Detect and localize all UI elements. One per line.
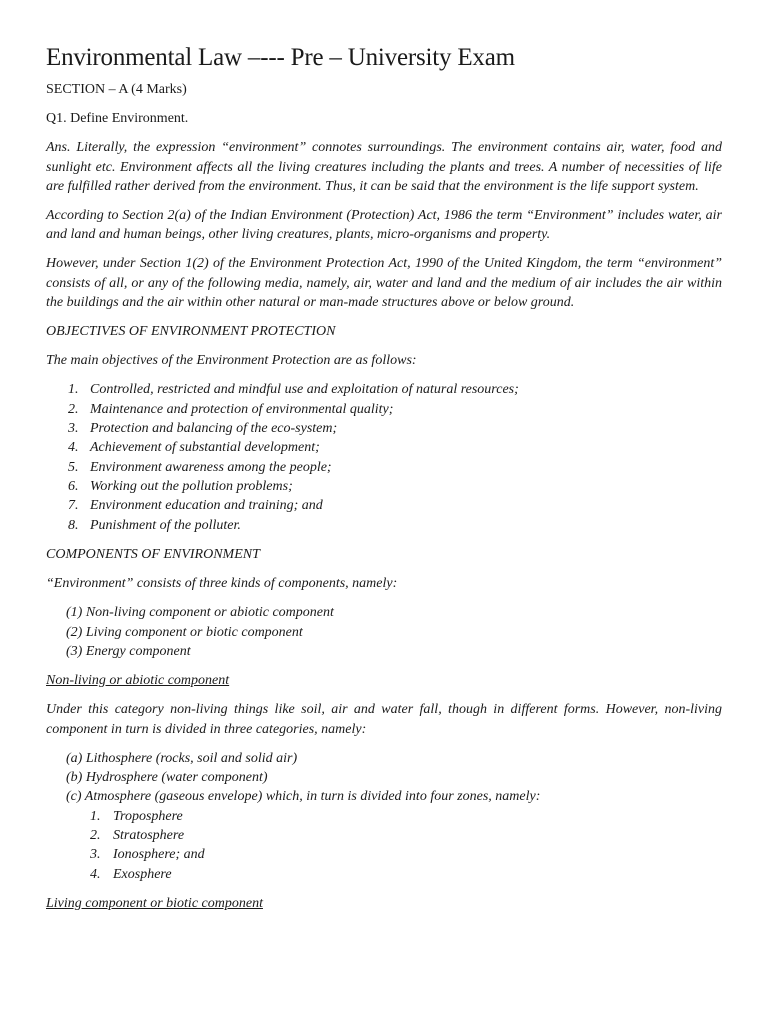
objectives-heading: OBJECTIVES OF ENVIRONMENT PROTECTION [46,324,336,340]
abiotic-text: Under this category non-living things like soil, air and water fall, though in different forms. However, non-living component in turn is divided in three categories, namely: [46,702,722,737]
components-heading: COMPONENTS OF ENVIRONMENT [46,546,260,562]
list-item: 7. Environment education and training; and [68,498,323,514]
list-item: 1. Controlled, restricted and mindful use and exploitation of natural resources; [68,382,519,398]
answer-paragraph: Ans. Literally, the expression “environment” connotes surroundings. The environment contains air, water, food and sunlight etc. Environment affects all the living creatures including the plants and trees. A number of necessities of life are fulfilled rather derived from the environment. Thus, it can be said that the environment is the life support system. [46,140,722,194]
objectives-intro: The main objectives of the Environment Protection are as follows: [46,353,417,369]
list-item: 4. Exosphere [90,866,172,882]
section-heading: SECTION – A (4 Marks) [46,82,187,97]
list-item: (a) Lithosphere (rocks, soil and solid air) [66,750,298,766]
list-item: 8. Punishment of the polluter. [68,517,241,533]
list-item: 1. Troposphere [90,808,183,824]
biotic-heading: Living component or biotic component [46,895,263,911]
answer-paragraph: According to Section 2(a) of the Indian Environment (Protection) Act, 1986 the term “Environment” includes water, air and land and human beings, other living creatures, plants, micro-organisms and property. [46,208,722,243]
list-item: (3) Energy component [66,643,191,659]
abiotic-list [46,749,722,807]
list-item: 2. Maintenance and protection of environmental quality; [68,401,394,417]
list-item: (2) Living component or biotic component [66,624,303,640]
answer-paragraph: However, under Section 1(2) of the Environment Protection Act, 1990 of the United Kingdom, the term “environment” consists of all, or any of the following media, namely, air, water and land and the medium of air includes the air within the buildings and the air within other natural or man-made structures above or below ground. [46,256,722,310]
list-item: (c) Atmosphere (gaseous envelope) which, in turn is divided into four zones, namely: [66,789,541,805]
list-item: 2. Stratosphere [90,827,185,843]
question: Q1. Define Environment. [46,111,189,127]
document-title: Environmental Law –--- Pre – University Exam [46,44,515,71]
list-item: 4. Achievement of substantial development; [68,440,320,456]
components-intro: “Environment” consists of three kinds of components, namely: [46,576,398,592]
objectives-list [46,380,722,534]
list-item: 6. Working out the pollution problems; [68,478,293,494]
list-item: 3. Protection and balancing of the eco-system; [68,421,338,437]
abiotic-heading: Non-living or abiotic component [46,673,230,689]
list-item: (b) Hydrosphere (water component) [66,770,268,786]
components-list [46,603,722,661]
list-item: 3. Ionosphere; and [90,847,205,863]
atmosphere-zones-list [46,807,722,884]
list-item: (1) Non-living component or abiotic component [66,605,334,621]
list-item: 5. Environment awareness among the people; [68,459,332,475]
